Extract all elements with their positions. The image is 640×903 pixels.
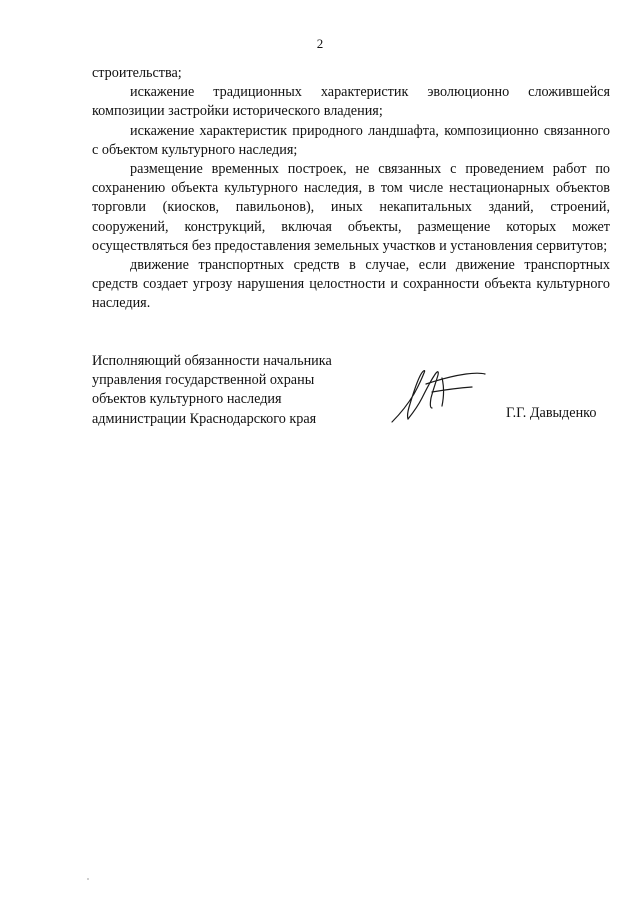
page-number: 2 bbox=[316, 36, 324, 51]
position-line: управления государственной охраны bbox=[92, 372, 315, 389]
signatory-name: Г.Г. Давыденко bbox=[506, 405, 597, 421]
position-line: объектов культурного наследия bbox=[92, 391, 282, 408]
document-body bbox=[92, 64, 610, 314]
position-line: Исполняющий обязанности начальника bbox=[92, 353, 332, 369]
paragraph: искажение традиционных характеристик эволюционно сложившейся композиции застройки исторического владения; bbox=[92, 84, 610, 120]
signatory-position bbox=[92, 352, 382, 429]
paragraph: строительства; bbox=[92, 65, 182, 81]
paragraph: размещение временных построек, не связанных с проведением работ по сохранению объекта культурного наследия, в том числе нестационарных объектов торговли (киосков, павильонов), иных некапитальных зданий, строений, сооружений, конструкций, включая объекты, размещение которых может осуществляться без предоставления земельных участков и установления сервитутов; bbox=[92, 161, 610, 254]
scan-speck bbox=[87, 878, 89, 880]
paragraph: искажение характеристик природного ландшафта, композиционно связанного с объектом культурного наследия; bbox=[92, 122, 610, 158]
paragraph: движение транспортных средств в случае, если движение транспортных средств создает угрозу нарушения целостности и сохранности объекта культурного наследия. bbox=[92, 257, 610, 312]
position-line: администрации Краснодарского края bbox=[92, 410, 317, 427]
handwritten-signature bbox=[386, 364, 498, 426]
